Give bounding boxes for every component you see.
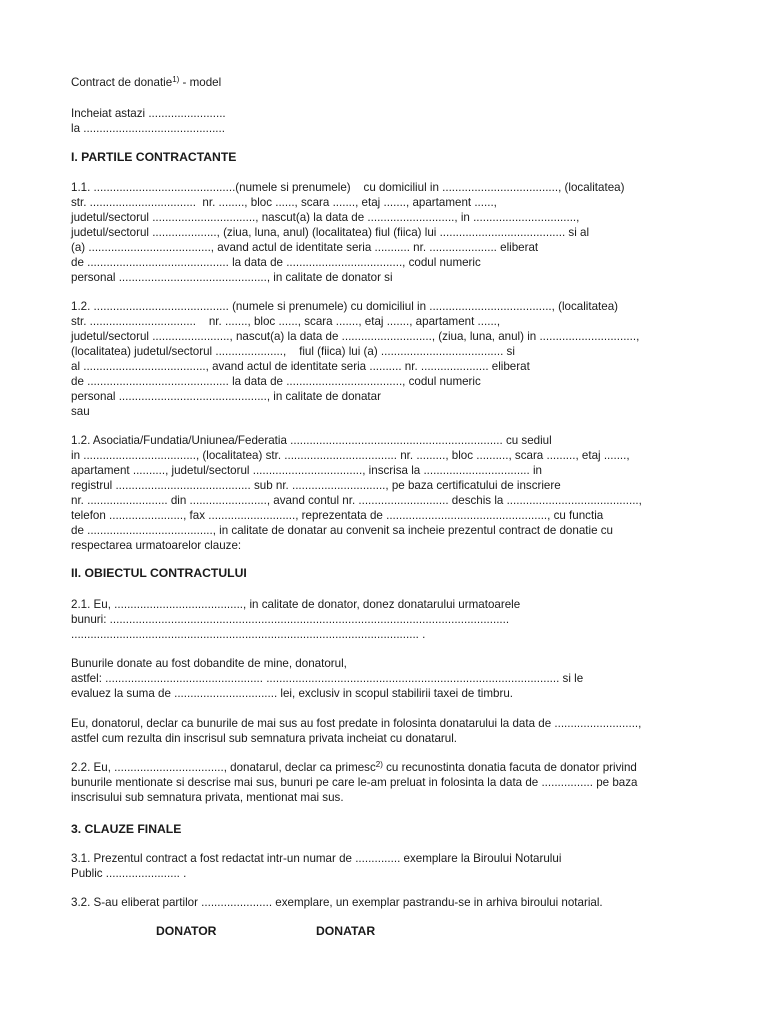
intro-line: la ............................................ [71,122,225,135]
text-line: cu recunostinta donatia facuta de donator privind [382,761,637,774]
text-line: apartament .........., judetul/sectorul .................................., inscrisa la ................................. in [71,464,542,477]
text-line: nr. ......................... din ........................, avand contul nr. ............................ deschis la ........................................., [71,494,642,507]
text-line: ............................................................................................................ . [71,628,426,641]
section2-heading: II. OBIECTUL CONTRACTULUI [71,566,247,580]
signature-donee-label: DONATAR [316,924,376,938]
text-line: de ............................................ la data de ...................................., codul numeric [71,375,481,388]
text-line: Bunurile donate au fost dobandite de mine, donatorul, [71,657,347,670]
text-line: bunuri: ............................................................................................................................ [71,613,510,626]
footnote-ref: 2) [375,760,383,769]
text-line: str. ................................. nr. ......., bloc ......, scara ......., etaj ......., apartament ......, [71,315,501,328]
text-line: de ......................................., in calitate de donatar au convenit sa incheie prezentul contract de donatie cu [71,524,613,537]
section3-heading: 3. CLAUZE FINALE [71,822,182,836]
title-footnote-ref: 1) [172,75,180,84]
text-line: 1.1. ............................................(numele si prenumele) cu domiciliul in ...................................., (localitatea) [71,181,625,194]
text-line: judetul/sectorul ...................., (ziua, luna, anul) (localitatea) fiul (fiica) lui ....................................... si al [71,226,590,239]
text-line: judetul/sectorul ........................, nascut(a) la data de ............................, (ziua, luna, anul) in .............................., [71,330,640,343]
text-line: judetul/sectorul ................................, nascut(a) la data de ..........................., in ................................, [71,211,580,224]
text-line: astfel: ................................................. ........................................................................................... si le [71,672,584,685]
text-line: 2.1. Eu, ........................................, in calitate de donator, donez donatarului urmatoarele [71,598,521,611]
text-line: registrul .......................................... sub nr. ............................., pe baza certificatului de inscriere [71,479,561,492]
clause-3-1 [71,851,711,881]
donee-paragraph [71,299,711,419]
section1-heading: I. PARTILE CONTRACTANTE [71,150,237,164]
text-line: Eu, donatorul, declar ca bunurile de mai sus au fost predate in folosinta donatarului la data de .........................., [71,717,642,730]
acquisition-paragraph [71,656,711,701]
text-line: telefon ......................., fax ..........................., reprezentata de .................................................., cu functia [71,509,604,522]
text-line: in ..................................., (localitatea) str. ................................... nr. ........., bloc .........., scara ........., etaj ......., [71,449,630,462]
intro-line: Incheiat astazi ........................ [71,107,226,120]
title-suffix: - model [179,76,222,89]
donor-paragraph [71,180,711,285]
text-line: str. ................................. nr. ........, bloc ......, scara ......., etaj ......., apartament ......, [71,196,497,209]
association-paragraph [71,433,711,553]
text-line: 1.2. Asociatia/Fundatia/Uniunea/Federatia .................................................................. cu sediul [71,434,552,447]
handover-paragraph [71,716,711,746]
intro-block [71,106,711,136]
text-line: al ......................................, avand actul de identitate seria .......... nr. ..................... eliberat [71,360,530,373]
clause-3-2 [71,895,711,910]
text-line: bunurile mentionate si descrise mai sus, bunuri pe care le-am preluat in folosinta la data de ................ pe baza [71,776,638,789]
text-line: personal .............................................., in calitate de donatar [71,390,381,403]
signature-donor-label: DONATOR [156,924,217,938]
document-title [71,75,711,90]
text-line: Public ....................... . [71,867,187,880]
text-line: personal .............................................., in calitate de donator si [71,271,393,284]
text-line: (localitatea) judetul/sectorul ....................., fiul (fiica) lui (a) ...................................... si [71,345,515,358]
text-line: inscrisului sub semnatura privata, mentionat mai sus. [71,791,344,804]
text-line: 3.2. S-au eliberat partilor ...................... exemplare, un exemplar pastrandu-se in arhiva biroului notarial. [71,896,603,909]
text-line: 2.2. Eu, .................................., donatarul, declar ca primesc [71,761,376,774]
clause-2-2 [71,760,711,805]
text-line: sau [71,405,90,418]
clause-2-1 [71,597,711,642]
text-line: 1.2. .......................................... (numele si prenumele) cu domiciliul in ......................................, (localitatea) [71,300,619,313]
text-line: de ............................................ la data de ...................................., codul numeric [71,256,481,269]
text-line: (a) ......................................, avand actul de identitate seria ........... nr. ..................... eliberat [71,241,539,254]
text-line: 3.1. Prezentul contract a fost redactat intr-un numar de .............. exemplare la Biroului Notarului [71,852,562,865]
text-line: evaluez la suma de ................................ lei, exclusiv in scopul stabilirii taxei de timbru. [71,687,514,700]
text-line: astfel cum rezulta din inscrisul sub semnatura privata incheiat cu donatarul. [71,732,458,745]
title-text: Contract de donatie [71,76,173,89]
text-line: respectarea urmatoarelor clauze: [71,539,242,552]
